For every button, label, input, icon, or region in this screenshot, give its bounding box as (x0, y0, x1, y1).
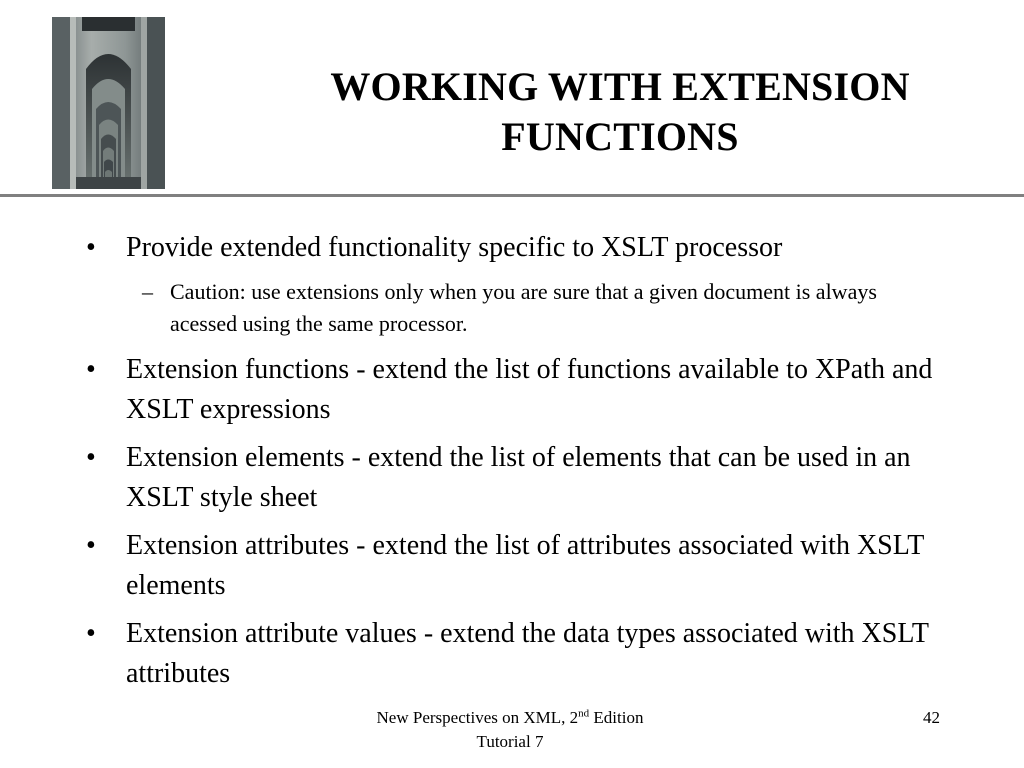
bullet-text: Extension elements - extend the list of elements that can be used in an XSLT style sheet (126, 442, 911, 513)
slide-title (230, 62, 1010, 162)
bridge-arches-photo (52, 17, 165, 189)
footer-tutorial: Tutorial 7 (476, 732, 544, 751)
footer-book-sup: nd (578, 707, 590, 720)
bullet-item (78, 526, 958, 606)
bullet-marker: • (86, 354, 96, 385)
bullet-item (78, 614, 958, 694)
bullet-list (78, 228, 958, 702)
bullet-item (78, 228, 958, 268)
bullet-text: Extension attributes - extend the list of attributes associated with XSLT elements (126, 530, 924, 601)
bullet-marker: • (86, 530, 96, 561)
slide-title-line-1: WORKING WITH EXTENSION (330, 64, 910, 109)
bullet-text: Provide extended functionality specific to XSLT processor (126, 232, 783, 263)
bullet-item (78, 350, 958, 430)
slide-footer (310, 706, 710, 754)
bullet-item (78, 438, 958, 518)
bullet-text: Extension functions - extend the list of functions available to XPath and XSLT expressions (126, 354, 933, 425)
bullet-marker: • (86, 232, 96, 263)
slide-title-line-2: FUNCTIONS (501, 114, 739, 159)
footer-book-title (310, 706, 710, 730)
footer-book-prefix: New Perspectives on XML, 2 (376, 708, 579, 727)
title-divider (0, 194, 1024, 197)
sub-bullet-marker: – (142, 279, 153, 304)
bullet-text: Extension attribute values - extend the data types associated with XSLT attributes (126, 618, 929, 689)
sub-bullet-item (78, 276, 890, 340)
footer-book-suffix: Edition (589, 708, 644, 727)
page-number: 42 (923, 708, 940, 727)
bullet-marker: • (86, 442, 96, 473)
sub-bullet-text: Caution: use extensions only when you are sure that a given document is always acessed using the same processor. (170, 279, 877, 336)
bullet-marker: • (86, 618, 96, 649)
